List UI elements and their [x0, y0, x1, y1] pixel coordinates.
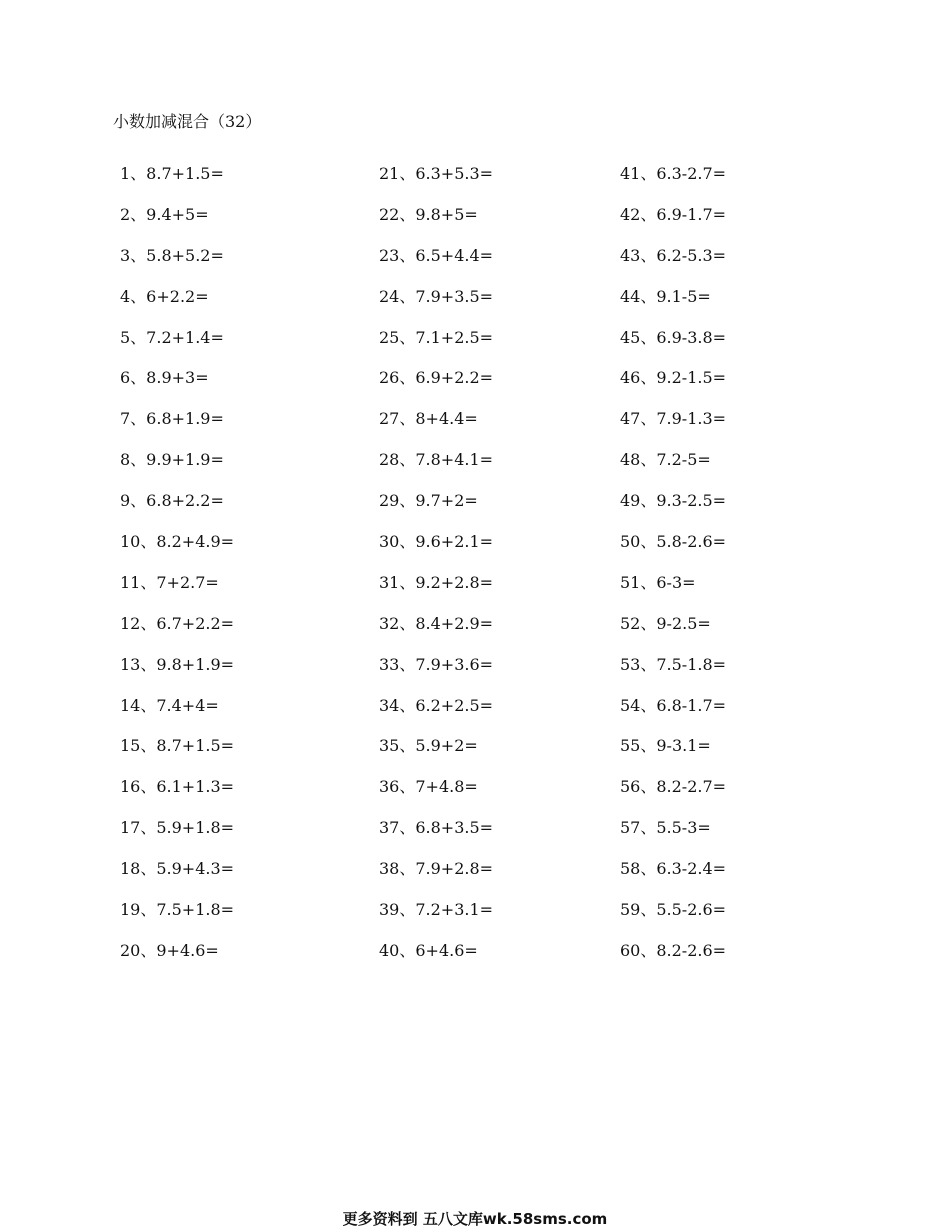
problem-item: 32、8.4+2.9= — [379, 613, 494, 633]
problem-item: 15、8.7+1.5= — [120, 736, 235, 756]
problem-item: 31、9.2+2.8= — [379, 572, 494, 592]
problem-item: 43、6.2-5.3= — [620, 245, 727, 265]
problem-item: 46、9.2-1.5= — [620, 368, 727, 388]
footer-note: 更多资料到 五八文库wk.58sms.com — [342, 1210, 608, 1228]
problem-item: 9、6.8+2.2= — [120, 491, 224, 511]
problem-item: 3、5.8+5.2= — [120, 245, 224, 265]
problem-item: 45、6.9-3.8= — [620, 327, 727, 347]
problem-item: 10、8.2+4.9= — [120, 532, 235, 552]
problem-item: 42、6.9-1.7= — [620, 204, 727, 224]
problem-item: 57、5.5-3= — [620, 818, 711, 838]
problem-item: 21、6.3+5.3= — [379, 164, 494, 183]
problem-item: 27、8+4.4= — [379, 409, 478, 429]
problem-item: 28、7.8+4.1= — [379, 450, 494, 470]
problem-item: 30、9.6+2.1= — [379, 532, 494, 552]
problem-column-1 — [120, 160, 360, 978]
problem-item: 24、7.9+3.5= — [379, 286, 494, 306]
problem-item: 56、8.2-2.7= — [620, 777, 727, 797]
problem-item: 33、7.9+3.6= — [379, 654, 494, 674]
problem-column-3 — [620, 160, 860, 978]
problem-item: 14、7.4+4= — [120, 695, 219, 715]
problem-item: 44、9.1-5= — [620, 286, 711, 306]
page-title: 小数加减混合（32） — [113, 112, 262, 131]
problem-item: 53、7.5-1.8= — [620, 654, 727, 674]
problem-item: 13、9.8+1.9= — [120, 654, 235, 674]
problem-item: 41、6.3-2.7= — [620, 164, 727, 183]
problem-item: 55、9-3.1= — [620, 736, 711, 756]
problem-item: 51、6-3= — [620, 572, 696, 592]
problem-item: 52、9-2.5= — [620, 613, 711, 633]
problem-item: 58、6.3-2.4= — [620, 859, 727, 879]
problem-item: 26、6.9+2.2= — [379, 368, 494, 388]
problem-item: 23、6.5+4.4= — [379, 245, 494, 265]
problem-item: 37、6.8+3.5= — [379, 818, 494, 838]
problem-item: 54、6.8-1.7= — [620, 695, 727, 715]
problem-item: 16、6.1+1.3= — [120, 777, 235, 797]
problem-item: 48、7.2-5= — [620, 450, 711, 470]
problem-item: 11、7+2.7= — [120, 572, 219, 592]
problem-item: 17、5.9+1.8= — [120, 818, 235, 838]
problem-column-2 — [379, 160, 619, 978]
problem-item: 34、6.2+2.5= — [379, 695, 494, 715]
problem-item: 49、9.3-2.5= — [620, 491, 727, 511]
problem-item: 4、6+2.2= — [120, 286, 209, 306]
problem-item: 8、9.9+1.9= — [120, 450, 224, 470]
problem-item: 2、9.4+5= — [120, 204, 209, 224]
problem-item: 60、8.2-2.6= — [620, 940, 727, 960]
problem-item: 12、6.7+2.2= — [120, 613, 235, 633]
problem-item: 59、5.5-2.6= — [620, 900, 727, 920]
problem-item: 38、7.9+2.8= — [379, 859, 494, 879]
problem-item: 18、5.9+4.3= — [120, 859, 235, 879]
problem-item: 22、9.8+5= — [379, 204, 478, 224]
problem-item: 25、7.1+2.5= — [379, 327, 494, 347]
problem-item: 29、9.7+2= — [379, 491, 478, 511]
problem-item: 35、5.9+2= — [379, 736, 478, 756]
problem-item: 6、8.9+3= — [120, 368, 209, 388]
problem-item: 1、8.7+1.5= — [120, 164, 224, 183]
problem-item: 36、7+4.8= — [379, 777, 478, 797]
problem-item: 19、7.5+1.8= — [120, 900, 235, 920]
problem-item: 5、7.2+1.4= — [120, 327, 224, 347]
problem-item: 39、7.2+3.1= — [379, 900, 494, 920]
problem-item: 40、6+4.6= — [379, 940, 478, 960]
problem-item: 47、7.9-1.3= — [620, 409, 727, 429]
problem-item: 50、5.8-2.6= — [620, 532, 727, 552]
problem-item: 7、6.8+1.9= — [120, 409, 224, 429]
problem-item: 20、9+4.6= — [120, 940, 219, 960]
